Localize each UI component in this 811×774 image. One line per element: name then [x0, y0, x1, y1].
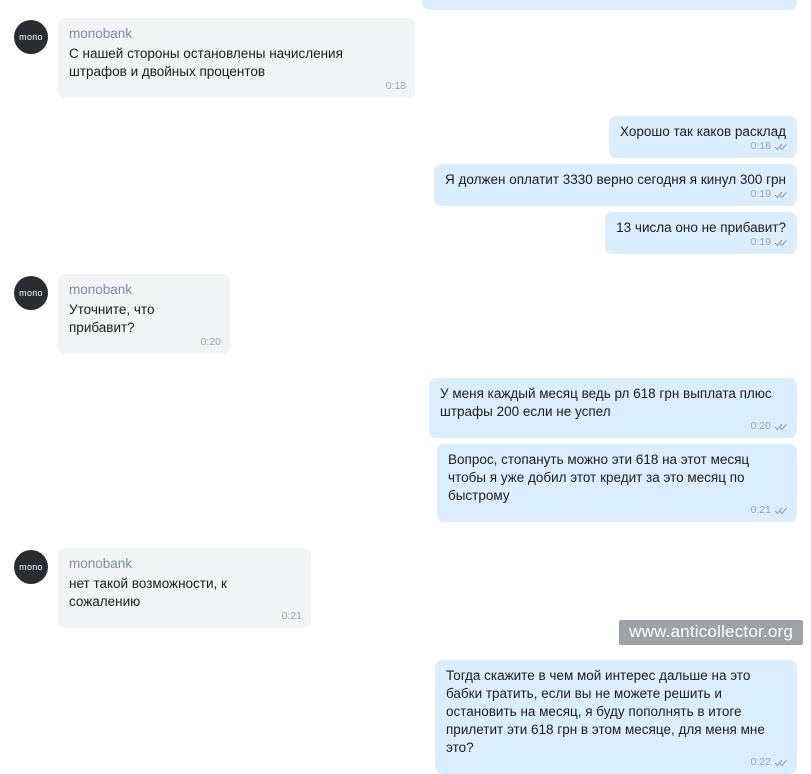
read-receipt-icon	[774, 142, 788, 151]
read-receipt-icon	[774, 506, 788, 515]
message-sender: monobank	[69, 26, 133, 41]
message-row	[14, 548, 797, 628]
avatar[interactable]: mono	[14, 276, 48, 310]
read-receipt-icon	[774, 238, 788, 247]
read-receipt-icon	[774, 190, 788, 199]
message-bubble-outgoing	[605, 212, 797, 254]
message-time: 0:19	[750, 236, 771, 248]
message-row-partial	[14, 0, 797, 10]
message-bubble-outgoing	[435, 660, 797, 774]
message-row	[14, 164, 797, 206]
message-time: 0:19	[750, 188, 771, 200]
message-bubble-outgoing	[429, 378, 797, 438]
message-text: нет такой возможности, к сожалению	[69, 576, 231, 609]
read-receipt-icon	[774, 758, 788, 767]
message-row	[14, 378, 797, 438]
message-meta	[751, 417, 788, 435]
message-row	[14, 274, 797, 354]
message-text: Тогда скажите в чем мой интерес дальше на это бабки тратить, если вы не можете решить и остановить на месяц, я буду пополнять в итоге прилетит эти 618 грн в этом месяце, для меня мне это?	[446, 668, 769, 755]
message-bubble-incoming	[58, 18, 415, 98]
message-row	[14, 660, 797, 774]
message-time: 0:21	[750, 504, 771, 516]
message-meta	[751, 185, 788, 203]
message-bubble-outgoing	[437, 444, 797, 522]
message-sender: monobank	[69, 282, 133, 297]
message-time: 0:20	[750, 420, 771, 432]
message-meta	[386, 77, 406, 95]
message-bubble-outgoing	[434, 164, 797, 206]
message-text: С нашей стороны остановлены начисления штрафов и двойных процентов	[69, 46, 347, 79]
message-time: 0:18	[385, 80, 406, 92]
message-text: Вопрос, стопануть можно эти 618 на этот месяц чтобы я уже добил этот кредит за это месяц по быстрому	[448, 452, 753, 503]
message-bubble-outgoing	[609, 116, 797, 158]
message-meta	[751, 233, 788, 251]
message-text: Я должен оплатит 3330 верно сегодня я кинул 300 грн	[444, 172, 786, 187]
message-bubble-incoming	[58, 548, 311, 628]
message-text: Уточните, что прибавит?	[69, 302, 159, 335]
message-meta	[201, 333, 221, 351]
message-row	[14, 212, 797, 254]
message-bubble-incoming	[58, 274, 230, 354]
message-time: 0:20	[200, 336, 221, 348]
watermark: www.anticollector.org	[619, 620, 803, 645]
message-time: 0:22	[750, 756, 771, 768]
avatar[interactable]: mono	[14, 550, 48, 584]
message-meta	[751, 753, 788, 771]
message-time: 0:21	[281, 610, 302, 622]
message-bubble-partial	[422, 0, 797, 10]
message-text: 13 числа оно не прибавит?	[616, 220, 786, 235]
message-row	[14, 444, 797, 522]
message-row	[14, 18, 797, 98]
message-meta	[282, 607, 302, 625]
avatar[interactable]: mono	[14, 20, 48, 54]
message-row	[14, 116, 797, 158]
message-time: 0:18	[750, 140, 771, 152]
message-sender: monobank	[69, 556, 133, 571]
message-text: У меня каждый месяц ведь рл 618 грн выплата плюс штрафы 200 если не успел	[440, 386, 776, 419]
read-receipt-icon	[774, 422, 788, 431]
message-text: Хорошо так каков расклад	[620, 124, 786, 139]
message-meta	[751, 137, 788, 155]
message-meta	[751, 501, 788, 519]
